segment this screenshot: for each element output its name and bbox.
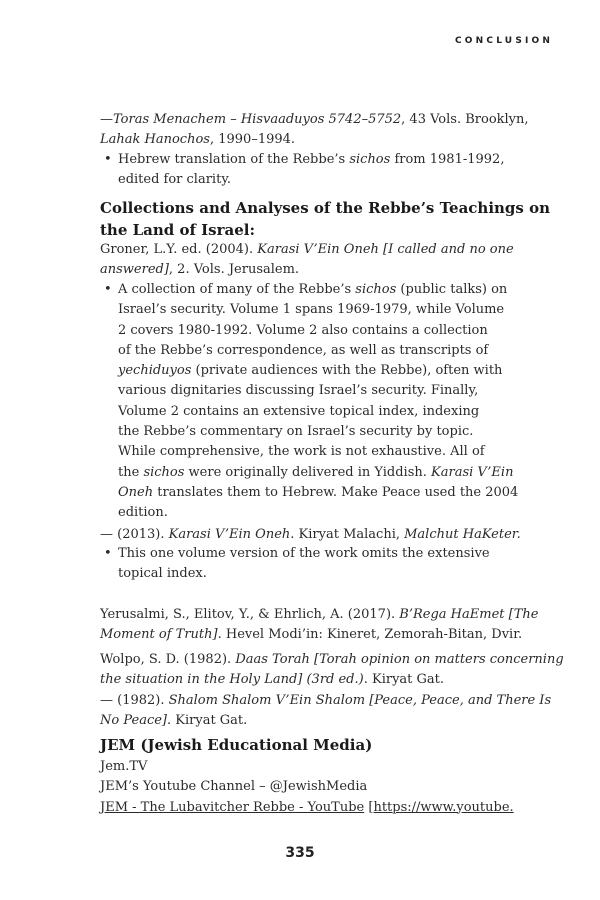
text-run: . Kiryat Malachi, <box>290 527 405 542</box>
text-run: Moment of Truth] <box>100 627 218 643</box>
bullet-icon: • <box>104 546 112 561</box>
text-run: Wolpo, S. D. (1982). <box>100 652 236 667</box>
text-run: . Hevel Modi’in: Kineret, Zemorah-Bitan, Dvir. <box>217 627 523 643</box>
text-line <box>118 442 510 462</box>
text-run: translates them to Hebrew. Make Peace used the 2004 <box>153 484 519 500</box>
text-run: A collection of many of the Rebbe’s <box>118 282 356 297</box>
text-run: the Land of Israel: <box>100 221 256 239</box>
text-line <box>118 463 514 483</box>
text-run: 2 covers 1980-1992. Volume 2 also contains a collection <box>118 322 488 338</box>
text-run: Lahak Hanochos <box>100 132 210 148</box>
text-line <box>100 240 514 260</box>
text-run: Jem.TV <box>100 759 148 774</box>
text-run: Hebrew translation of the Rebbe’s <box>118 152 350 167</box>
text-run: (private audiences with the Rebbe), often with <box>191 363 503 379</box>
text-run: JEM’s Youtube Channel – @JewishMedia <box>100 779 368 795</box>
text-line <box>118 483 519 503</box>
text-run: topical index. <box>118 566 207 582</box>
groner-2013-citation <box>100 525 521 545</box>
text-run: . Kiryat Gat. <box>167 712 248 728</box>
jem-citation <box>100 757 514 818</box>
yerusalmi-citation <box>100 605 539 646</box>
toras-note-bullet-note <box>100 150 510 191</box>
running-header: CONCLUSION <box>455 36 554 46</box>
text-run: Volume 2 contains an extensive topical index, indexing <box>118 403 480 419</box>
text-run: Israel’s security. Volume 1 spans 1969-1979, while Volume <box>118 302 505 318</box>
text-line <box>118 381 510 401</box>
text-line <box>100 798 514 818</box>
text-line <box>118 280 510 300</box>
page-number: 335 <box>285 845 315 861</box>
text-run: sichos <box>349 152 391 167</box>
text-run: edition. <box>118 505 168 521</box>
text-run: , 43 Vols. Brooklyn, <box>401 112 529 127</box>
text-run: , 1990–1994. <box>209 132 296 148</box>
text-line <box>100 670 510 690</box>
text-run: Malchut HaKeter. <box>404 527 521 542</box>
text-run: No Peace] <box>100 712 167 728</box>
text-run: JEM (Jewish Educational Media) <box>100 736 373 754</box>
text-line <box>118 503 510 523</box>
text-line <box>100 650 564 670</box>
text-run: the <box>118 464 144 480</box>
text-line <box>118 321 510 341</box>
text-run: This one volume version of the work omits the extensive <box>118 546 490 561</box>
text-run: of the Rebbe’s correspondence, as well as transcripts of <box>118 342 489 358</box>
text-line <box>118 170 510 190</box>
text-line <box>118 300 510 320</box>
text-line <box>100 757 510 777</box>
text-line <box>100 525 521 545</box>
text-run: — <box>100 112 113 127</box>
text-line <box>118 361 510 381</box>
text-run: from 1981-1992, <box>390 152 505 167</box>
text-line <box>100 219 510 241</box>
text-line <box>100 691 552 711</box>
text-run: Karasi V’Ein <box>431 464 514 480</box>
text-line <box>118 564 510 584</box>
text-line <box>118 422 510 442</box>
text-run: were originally delivered in Yiddish. <box>184 464 432 480</box>
link[interactable]: [https://www.youtube. <box>368 799 514 815</box>
text-line <box>100 605 539 625</box>
text-line <box>118 402 510 422</box>
text-run: sichos <box>355 282 397 297</box>
text-run: Karasi V’Ein Oneh [I called and no one <box>257 242 514 257</box>
text-line <box>118 150 510 170</box>
text-line <box>118 544 510 564</box>
text-line <box>100 260 510 280</box>
text-run: Daas Torah [Torah opinion on matters concerning <box>235 652 564 667</box>
groner-citation <box>100 240 514 281</box>
text-run: Oneh <box>118 484 154 500</box>
text-line <box>100 110 529 130</box>
text-run: Groner, L.Y. ed. (2004). <box>100 242 258 257</box>
text-run: answered] <box>100 262 169 278</box>
text-run: yechiduyos <box>118 363 192 379</box>
text-run: Collections and Analyses of the Rebbe’s Teachings on <box>100 199 550 217</box>
groner-note-bullet-note <box>100 280 519 524</box>
text-line <box>100 197 550 219</box>
text-line <box>100 734 510 756</box>
text-line <box>100 130 510 150</box>
text-run: the Rebbe’s commentary on Israel’s security by topic. <box>118 424 474 440</box>
groner-2013-note-bullet-note <box>100 544 510 585</box>
text-run: sichos <box>143 464 185 480</box>
jem-heading-section-heading <box>100 734 510 756</box>
text-run: Karasi V’Ein Oneh <box>168 527 291 542</box>
text-line <box>100 711 510 731</box>
text-run: — (1982). <box>100 692 169 708</box>
text-run: . Kiryat Gat. <box>363 672 445 688</box>
bullet-icon: • <box>104 282 112 297</box>
text-run: (public talks) on <box>396 282 508 297</box>
toras-citation <box>100 110 529 151</box>
text-line <box>118 341 510 361</box>
text-line <box>100 777 510 797</box>
text-run: Shalom Shalom V’Ein Shalom [Peace, Peace, and There Is <box>168 692 552 708</box>
text-run: various dignitaries discussing Israel’s security. Finally, <box>118 383 479 399</box>
bullet-icon: • <box>104 152 112 167</box>
text-run: the situation in the Holy Land] (3rd ed.) <box>100 672 364 688</box>
text-line <box>100 625 523 645</box>
text-run: B’Rega HaEmet [The <box>399 607 539 622</box>
text-run: , 2. Vols. Jerusalem. <box>168 262 300 278</box>
collections-heading-section-heading <box>100 197 550 241</box>
text-run: Toras Menachem – Hisvaaduyos 5742–5752 <box>113 112 402 127</box>
text-run: Yerusalmi, S., Elitov, Y., & Ehrlich, A. (2017). <box>100 607 400 622</box>
text-run: edited for clarity. <box>118 172 232 188</box>
text-run: — (2013). <box>100 527 169 542</box>
wolpo-citation <box>100 650 564 731</box>
link[interactable]: JEM - The Lubavitcher Rebbe - YouTube <box>100 799 365 815</box>
text-run: While comprehensive, the work is not exhaustive. All of <box>118 444 485 460</box>
